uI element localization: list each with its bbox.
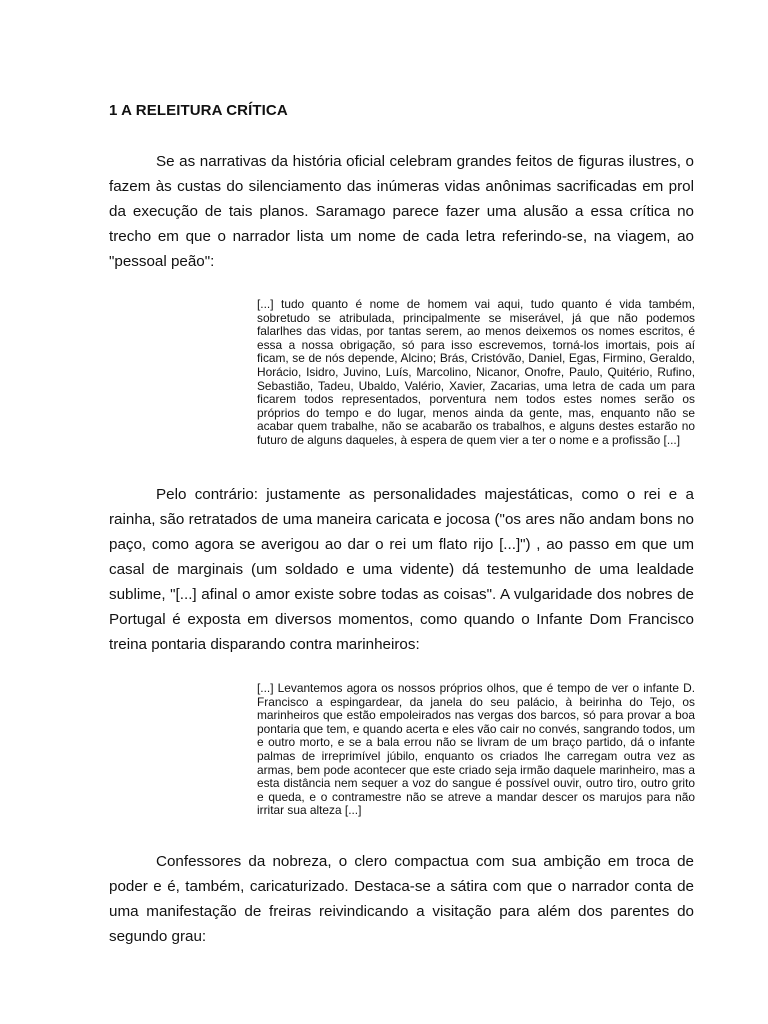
- block-quote-1: [...] tudo quanto é nome de homem vai aqui, tudo quanto é vida também, sobretudo se atribulada, principalmente se miserável, já que não podemos falarlhes das vidas, por tantas serem, ao menos deixemos os nomes escritos, é essa a nossa obrigação, só para isso escrevemos, torná-los imortais, pois aí ficam, se de nós depende, Alcino; Brás, Cristóvão, Daniel, Egas, Firmino, Geraldo, Horácio, Isidro, Juvino, Luís, Marcolino, Nicanor, Onofre, Paulo, Quitério, Rufino, Sebastião, Tadeu, Ubaldo, Valério, Xavier, Zacarias, uma letra de cada um para ficarem todos representados, porventura nem todos estes nomes serão os próprios do tempo e do lugar, menos ainda da gente, mas, enquanto não se acabar quem trabalhe, não se acabarão os trabalhos, e alguns destes estarão no futuro de alguns daqueles, à espera de quem vier a ter o nome e a profissão [...]: [257, 297, 695, 447]
- block-quote-2: [...] Levantemos agora os nossos próprios olhos, que é tempo de ver o infante D. Francisco a espingardear, da janela do seu palácio, à beirinha do Tejo, os marinheiros que estão empoleirados nas vergas dos barcos, só para provar a boa pontaria que tem, e quando acerta e eles vão cair no convés, sangrando todos, um e outro morto, e se a bala errou não se livram de um braço partido, dá o infante palmas de irreprimível júbilo, enquanto os criados lhe carregam outra vez as armas, bem pode acontecer que este criado seja irmão daquele marinheiro, mas a esta distância nem sequer a voz do sangue é possível ouvir, outro tiro, outro grito e queda, e o contramestre não se atreve a mandar descer os marujos para não irritar sua alteza [...]: [257, 681, 695, 818]
- body-paragraph-1: Se as narrativas da história oficial celebram grandes feitos de figuras ilustres, o fazem às custas do silenciamento das inúmeras vidas anônimas sacrificadas em prol da execução de tais planos. Saramago parece fazer uma alusão a essa crítica no trecho em que o narrador lista um nome de cada letra referindo-se, na viagem, ao "pessoal peão":: [109, 153, 694, 270]
- section-heading: 1 A RELEITURA CRÍTICA: [109, 102, 288, 119]
- body-paragraph-3: Confessores da nobreza, o clero compactua com sua ambição em troca de poder e é, também, caricaturizado. Destaca-se a sátira com que o narrador conta de uma manifestação de freiras reivindicando a visitação para além dos parentes do segundo grau:: [109, 853, 694, 945]
- body-paragraph-2: Pelo contrário: justamente as personalidades majestáticas, como o rei e a rainha, são retratados de uma maneira caricata e jocosa ("os ares não andam bons no paço, como agora se averigou ao dar o rei um flato rijo [...]") , ao passo em que um casal de marginais (um soldado e uma vidente) dá testemunho de uma lealdade sublime, "[...] afinal o amor existe sobre todas as coisas". A vulgaridade dos nobres de Portugal é exposta em diversos momentos, como quando o Infante Dom Francisco treina pontaria disparando contra marinheiros:: [109, 486, 694, 653]
